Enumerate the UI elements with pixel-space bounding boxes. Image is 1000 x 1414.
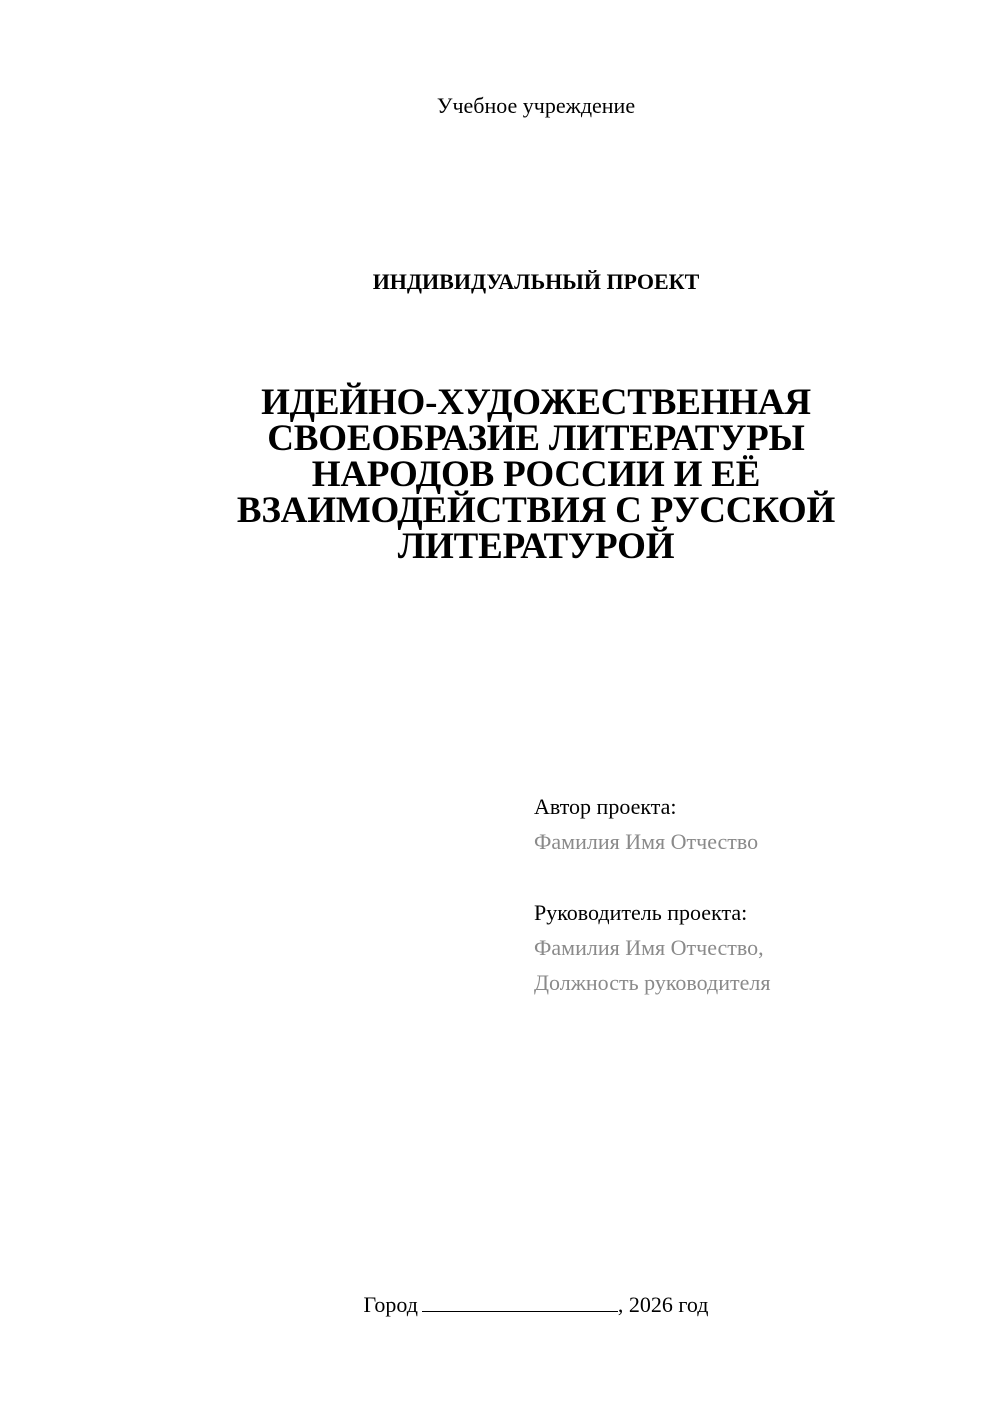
supervisor-label: Руководитель проекта:	[534, 900, 748, 925]
supervisor-position-placeholder: Должность руководителя	[534, 970, 771, 995]
year-label: , 2026 год	[617, 1292, 709, 1317]
document-type-heading: ИНДИВИДУАЛЬНЫЙ ПРОЕКТ	[372, 269, 700, 294]
author-name-placeholder: Фамилия Имя Отчество	[534, 829, 759, 854]
city-label: Город	[363, 1292, 418, 1317]
project-title	[180, 382, 892, 567]
title-line-4: ВЗАИМОДЕЙСТВИЯ С РУССКОЙ	[236, 490, 836, 531]
credits-spacer	[534, 859, 974, 895]
title-line-1: ИДЕЙНО-ХУДОЖЕСТВЕННАЯ	[261, 382, 811, 423]
city-blank-line	[422, 1293, 618, 1312]
footer-city-year	[0, 1291, 1000, 1319]
supervisor-name-placeholder: Фамилия Имя Отчество,	[534, 935, 764, 960]
title-line-3: НАРОДОВ РОССИИ И ЕЁ	[311, 454, 761, 495]
institution-name: Учебное учреждение	[436, 93, 636, 118]
author-label: Автор проекта:	[534, 794, 677, 819]
credits-block	[534, 789, 974, 1000]
title-line-2: СВОЕОБРАЗИЕ ЛИТЕРАТУРЫ	[267, 418, 805, 459]
title-line-5: ЛИТЕРАТУРОЙ	[397, 526, 675, 567]
